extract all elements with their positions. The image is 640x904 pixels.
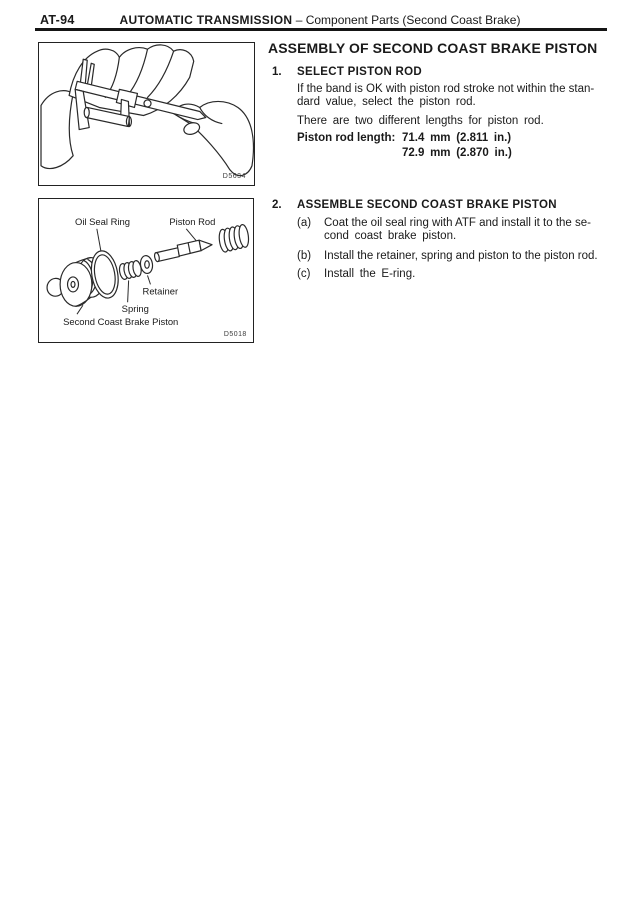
return-spring: [218, 224, 250, 253]
running-header-subsection: – Component Parts (Second Coast Brake): [295, 13, 521, 27]
caliper-thumbwheel: [144, 100, 151, 107]
running-header: [0, 13, 640, 27]
label-retainer: Retainer: [142, 285, 179, 297]
text-line: Coat the oil seal ring with ATF and install it to the se-: [324, 217, 591, 229]
substep-b-text: Install the retainer, spring and piston to the piston rod.: [324, 250, 598, 262]
figure-code: D5018: [223, 331, 247, 339]
text-line: cond coast brake piston.: [324, 230, 457, 242]
step2-number: 2.: [272, 199, 282, 211]
piston-rod-length-spec: [297, 131, 512, 161]
running-header-section: AUTOMATIC TRANSMISSION: [119, 13, 293, 27]
leader-retainer: [147, 275, 150, 284]
label-piston-rod: Piston Rod: [169, 215, 216, 227]
spec-values: [402, 131, 512, 161]
text-line: dard value, select the piston rod.: [297, 96, 476, 108]
page-number: AT-94: [40, 13, 75, 27]
leader-spring: [128, 280, 129, 302]
spec-label: Piston rod length:: [297, 132, 396, 144]
figure-caliper-measurement: [38, 42, 255, 186]
left-hand: [41, 91, 73, 169]
piston-rod: [154, 240, 212, 262]
step1-heading: SELECT PISTON ROD: [297, 66, 423, 78]
figure-exploded-view: [38, 198, 254, 343]
leader-piston-rod: [186, 229, 196, 241]
label-spring: Spring: [121, 303, 149, 315]
substep-c-marker: (c): [297, 268, 311, 280]
substep-a-marker: (a): [297, 217, 312, 229]
exploded-view-illustration: [39, 199, 253, 342]
substep-a-text: [324, 217, 591, 243]
spec-value: 72.9 mm (2.870 in.): [402, 147, 512, 159]
step2-heading: ASSEMBLE SECOND COAST BRAKE PISTON: [297, 199, 557, 211]
step1-paragraph1: [297, 83, 594, 109]
figure-code: D5634: [222, 172, 246, 180]
e-ring: [47, 278, 62, 296]
substep-c-text: Install the E-ring.: [324, 268, 416, 280]
spring: [118, 260, 142, 280]
section-title: ASSEMBLY OF SECOND COAST BRAKE PISTON: [268, 40, 598, 56]
spec-value: 71.4 mm (2.811 in.): [402, 132, 512, 144]
measured-rod-end: [84, 107, 89, 117]
caliper-illustration: [39, 43, 254, 185]
label-oil-seal-ring: Oil Seal Ring: [74, 215, 130, 227]
leader-oil-seal-ring: [97, 229, 101, 251]
label-piston: Second Coast Brake Piston: [63, 316, 179, 328]
piston-hub: [68, 277, 79, 292]
text-line: If the band is OK with piston rod stroke not within the stan-: [297, 83, 595, 95]
substep-b-marker: (b): [297, 250, 312, 262]
header-rule: [35, 28, 607, 31]
step1-number: 1.: [272, 66, 282, 78]
step1-paragraph2: There are two different lengths for piston rod.: [297, 115, 544, 127]
